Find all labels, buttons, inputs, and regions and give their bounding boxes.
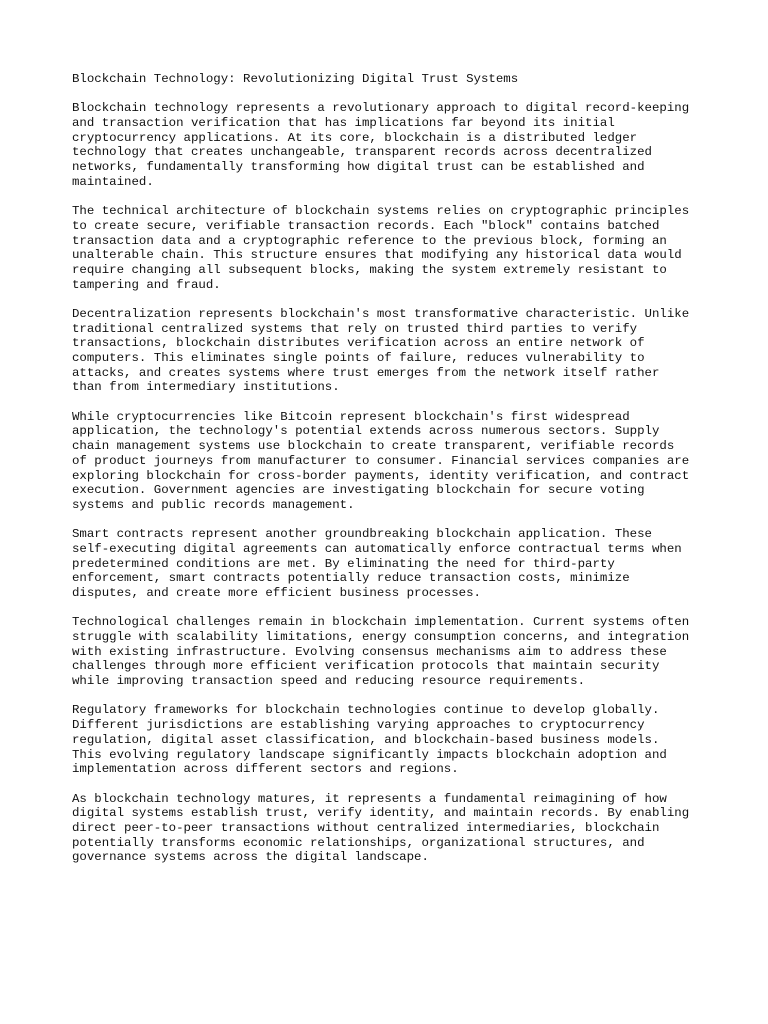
paragraph	[72, 101, 712, 189]
text-line: of product journeys from manufacturer to consumer. Financial services companies are	[72, 453, 690, 468]
text-line: execution. Government agencies are investigating blockchain for secure voting	[72, 483, 645, 498]
text-line: with existing infrastructure. Evolving consensus mechanisms aim to address these	[72, 644, 667, 659]
text-line: The technical architecture of blockchain systems relies on cryptographic principles	[72, 204, 690, 219]
text-line: Blockchain technology represents a revolutionary approach to digital record-keeping	[72, 101, 690, 116]
text-line: digital systems establish trust, verify identity, and maintain records. By enabling	[72, 806, 690, 821]
text-line: chain management systems use blockchain to create transparent, verifiable records	[72, 439, 675, 454]
text-line: require changing all subsequent blocks, making the system extremely resistant to	[72, 262, 667, 277]
text-line: unalterable chain. This structure ensures that modifying any historical data would	[72, 248, 682, 263]
text-line: direct peer-to-peer transactions without centralized intermediaries, blockchain	[72, 820, 660, 835]
text-line: potentially transforms economic relationships, organizational structures, and	[72, 835, 645, 850]
paragraph	[72, 307, 712, 395]
text-line: attacks, and creates systems where trust emerges from the network itself rather	[72, 365, 660, 380]
text-line: to create secure, verifiable transaction records. Each "block" contains batched	[72, 218, 660, 233]
text-line: Regulatory frameworks for blockchain technologies continue to develop globally.	[72, 703, 660, 718]
text-line: cryptocurrency applications. At its core, blockchain is a distributed ledger	[72, 130, 638, 145]
document-page	[72, 72, 712, 880]
text-line: implementation across different sectors and regions.	[72, 762, 459, 777]
text-line: Technological challenges remain in blockchain implementation. Current systems often	[72, 615, 690, 630]
text-line: governance systems across the digital landscape.	[72, 850, 429, 865]
text-line: transactions, blockchain distributes verification across an entire network of	[72, 336, 645, 351]
text-line: regulation, digital asset classification, and blockchain-based business models.	[72, 732, 660, 747]
document-title: Blockchain Technology: Revolutionizing Digital Trust Systems	[72, 72, 519, 86]
text-line: exploring blockchain for cross-border payments, identity verification, and contract	[72, 468, 690, 483]
text-line: This evolving regulatory landscape significantly impacts blockchain adoption and	[72, 747, 667, 762]
text-line: traditional centralized systems that rely on trusted third parties to verify	[72, 321, 638, 336]
text-line: computers. This eliminates single points of failure, reduces vulnerability to	[72, 351, 645, 366]
text-line: application, the technology's potential extends across numerous sectors. Supply	[72, 424, 660, 439]
text-line: Decentralization represents blockchain's most transformative characteristic. Unlike	[72, 306, 690, 321]
text-line: enforcement, smart contracts potentially reduce transaction costs, minimize	[72, 571, 630, 586]
text-line: while improving transaction speed and reducing resource requirements.	[72, 674, 586, 689]
text-line: transaction data and a cryptographic reference to the previous block, forming an	[72, 233, 667, 248]
paragraph	[72, 204, 712, 292]
paragraph	[72, 410, 712, 513]
text-line: disputes, and create more efficient business processes.	[72, 586, 481, 601]
text-line: struggle with scalability limitations, energy consumption concerns, and integration	[72, 630, 690, 645]
paragraph	[72, 792, 712, 866]
text-line: Different jurisdictions are establishing varying approaches to cryptocurrency	[72, 718, 645, 733]
text-line: Smart contracts represent another groundbreaking blockchain application. These	[72, 527, 652, 542]
document-body	[72, 101, 712, 865]
text-line: predetermined conditions are met. By eliminating the need for third-party	[72, 556, 615, 571]
text-line: networks, fundamentally transforming how digital trust can be established and	[72, 160, 645, 175]
text-line: systems and public records management.	[72, 497, 355, 512]
paragraph	[72, 527, 712, 601]
text-line: and transaction verification that has implications far beyond its initial	[72, 116, 615, 130]
paragraph	[72, 615, 712, 689]
text-line: than from intermediary institutions.	[72, 380, 340, 395]
text-line: self-executing digital agreements can automatically enforce contractual terms when	[72, 541, 682, 556]
text-line: challenges through more efficient verification protocols that maintain security	[72, 659, 660, 674]
text-line: While cryptocurrencies like Bitcoin represent blockchain's first widespread	[72, 409, 630, 424]
text-line: tampering and fraud.	[72, 277, 221, 292]
text-line: technology that creates unchangeable, transparent records across decentralized	[72, 145, 652, 160]
text-line: maintained.	[72, 174, 154, 189]
paragraph	[72, 703, 712, 777]
text-line: As blockchain technology matures, it represents a fundamental reimagining of how	[72, 791, 667, 806]
